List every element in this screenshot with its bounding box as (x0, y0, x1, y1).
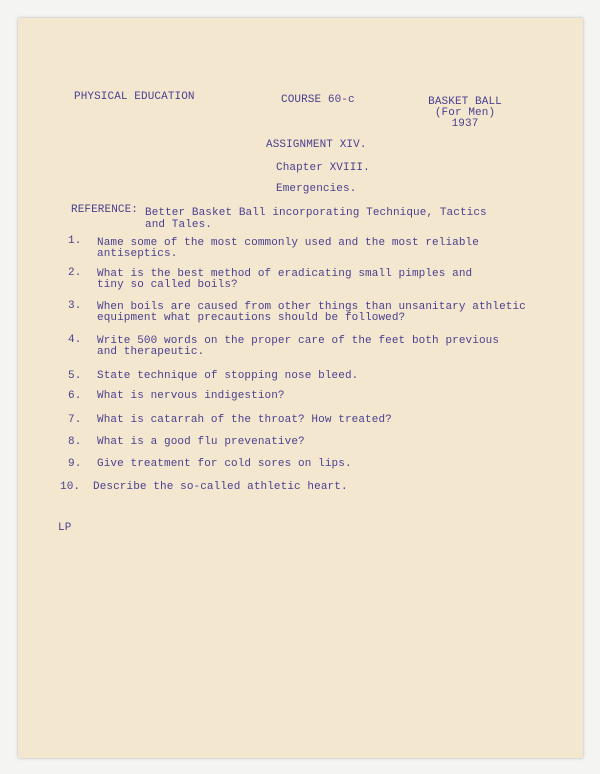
question-line: antiseptics. (97, 248, 178, 260)
question-text (97, 269, 472, 291)
typist-initials: LP (58, 522, 72, 534)
question-number: 8. (68, 436, 82, 448)
question-number: 5. (68, 370, 82, 382)
question-text (97, 391, 285, 402)
question-text (97, 371, 358, 382)
question-line: Describe the so-called athletic heart. (93, 481, 348, 493)
question-number: 9. (68, 458, 82, 470)
reference-line: Better Basket Ball incorporating Technique, Tactics (145, 207, 487, 219)
question-text (97, 437, 305, 448)
reference-line: and Tales. (145, 219, 213, 231)
department-heading: PHYSICAL EDUCATION (74, 91, 195, 103)
question-line: What is catarrah of the throat? How treated? (97, 414, 392, 426)
course-number: COURSE 60-c (281, 94, 355, 106)
question-number: 2. (68, 267, 82, 279)
question-line: State technique of stopping nose bleed. (97, 370, 359, 382)
question-line: Write 500 words on the proper care of the feet both previous (97, 335, 500, 347)
question-line: equipment what precautions should be followed? (97, 312, 406, 324)
reference-label: REFERENCE: (71, 204, 139, 216)
question-number: 4. (68, 334, 82, 346)
question-text (97, 336, 499, 358)
question-line: and therapeutic. (97, 346, 205, 358)
question-line: Give treatment for cold sores on lips. (97, 458, 352, 470)
reference-text (145, 207, 487, 231)
question-line: What is the best method of eradicating small pimples and (97, 268, 473, 280)
sport-heading-line: (For Men) (434, 107, 496, 119)
chapter-title: Chapter XVIII. (276, 162, 370, 174)
question-text (97, 302, 526, 324)
question-text (97, 238, 479, 260)
question-number: 1. (68, 235, 82, 247)
question-number: 10. (60, 481, 81, 493)
question-line: Name some of the most commonly used and the most reliable (97, 237, 479, 249)
question-number: 3. (68, 300, 82, 312)
sport-heading (428, 97, 502, 130)
question-line: tiny so called boils? (97, 279, 238, 291)
question-line: What is nervous indigestion? (97, 390, 285, 402)
assignment-title: ASSIGNMENT XIV. (266, 139, 367, 151)
question-line: When boils are caused from other things than unsanitary athletic (97, 301, 526, 313)
document-page (18, 18, 583, 758)
question-text (97, 415, 392, 426)
question-line: What is a good flu prevenative? (97, 436, 305, 448)
topic-title: Emergencies. (276, 183, 357, 195)
question-text (97, 459, 352, 470)
question-text (93, 482, 348, 493)
question-number: 6. (68, 390, 82, 402)
question-number: 7. (68, 414, 82, 426)
sport-heading-line: BASKET BALL (428, 96, 502, 108)
sport-heading-line: 1937 (451, 118, 479, 130)
